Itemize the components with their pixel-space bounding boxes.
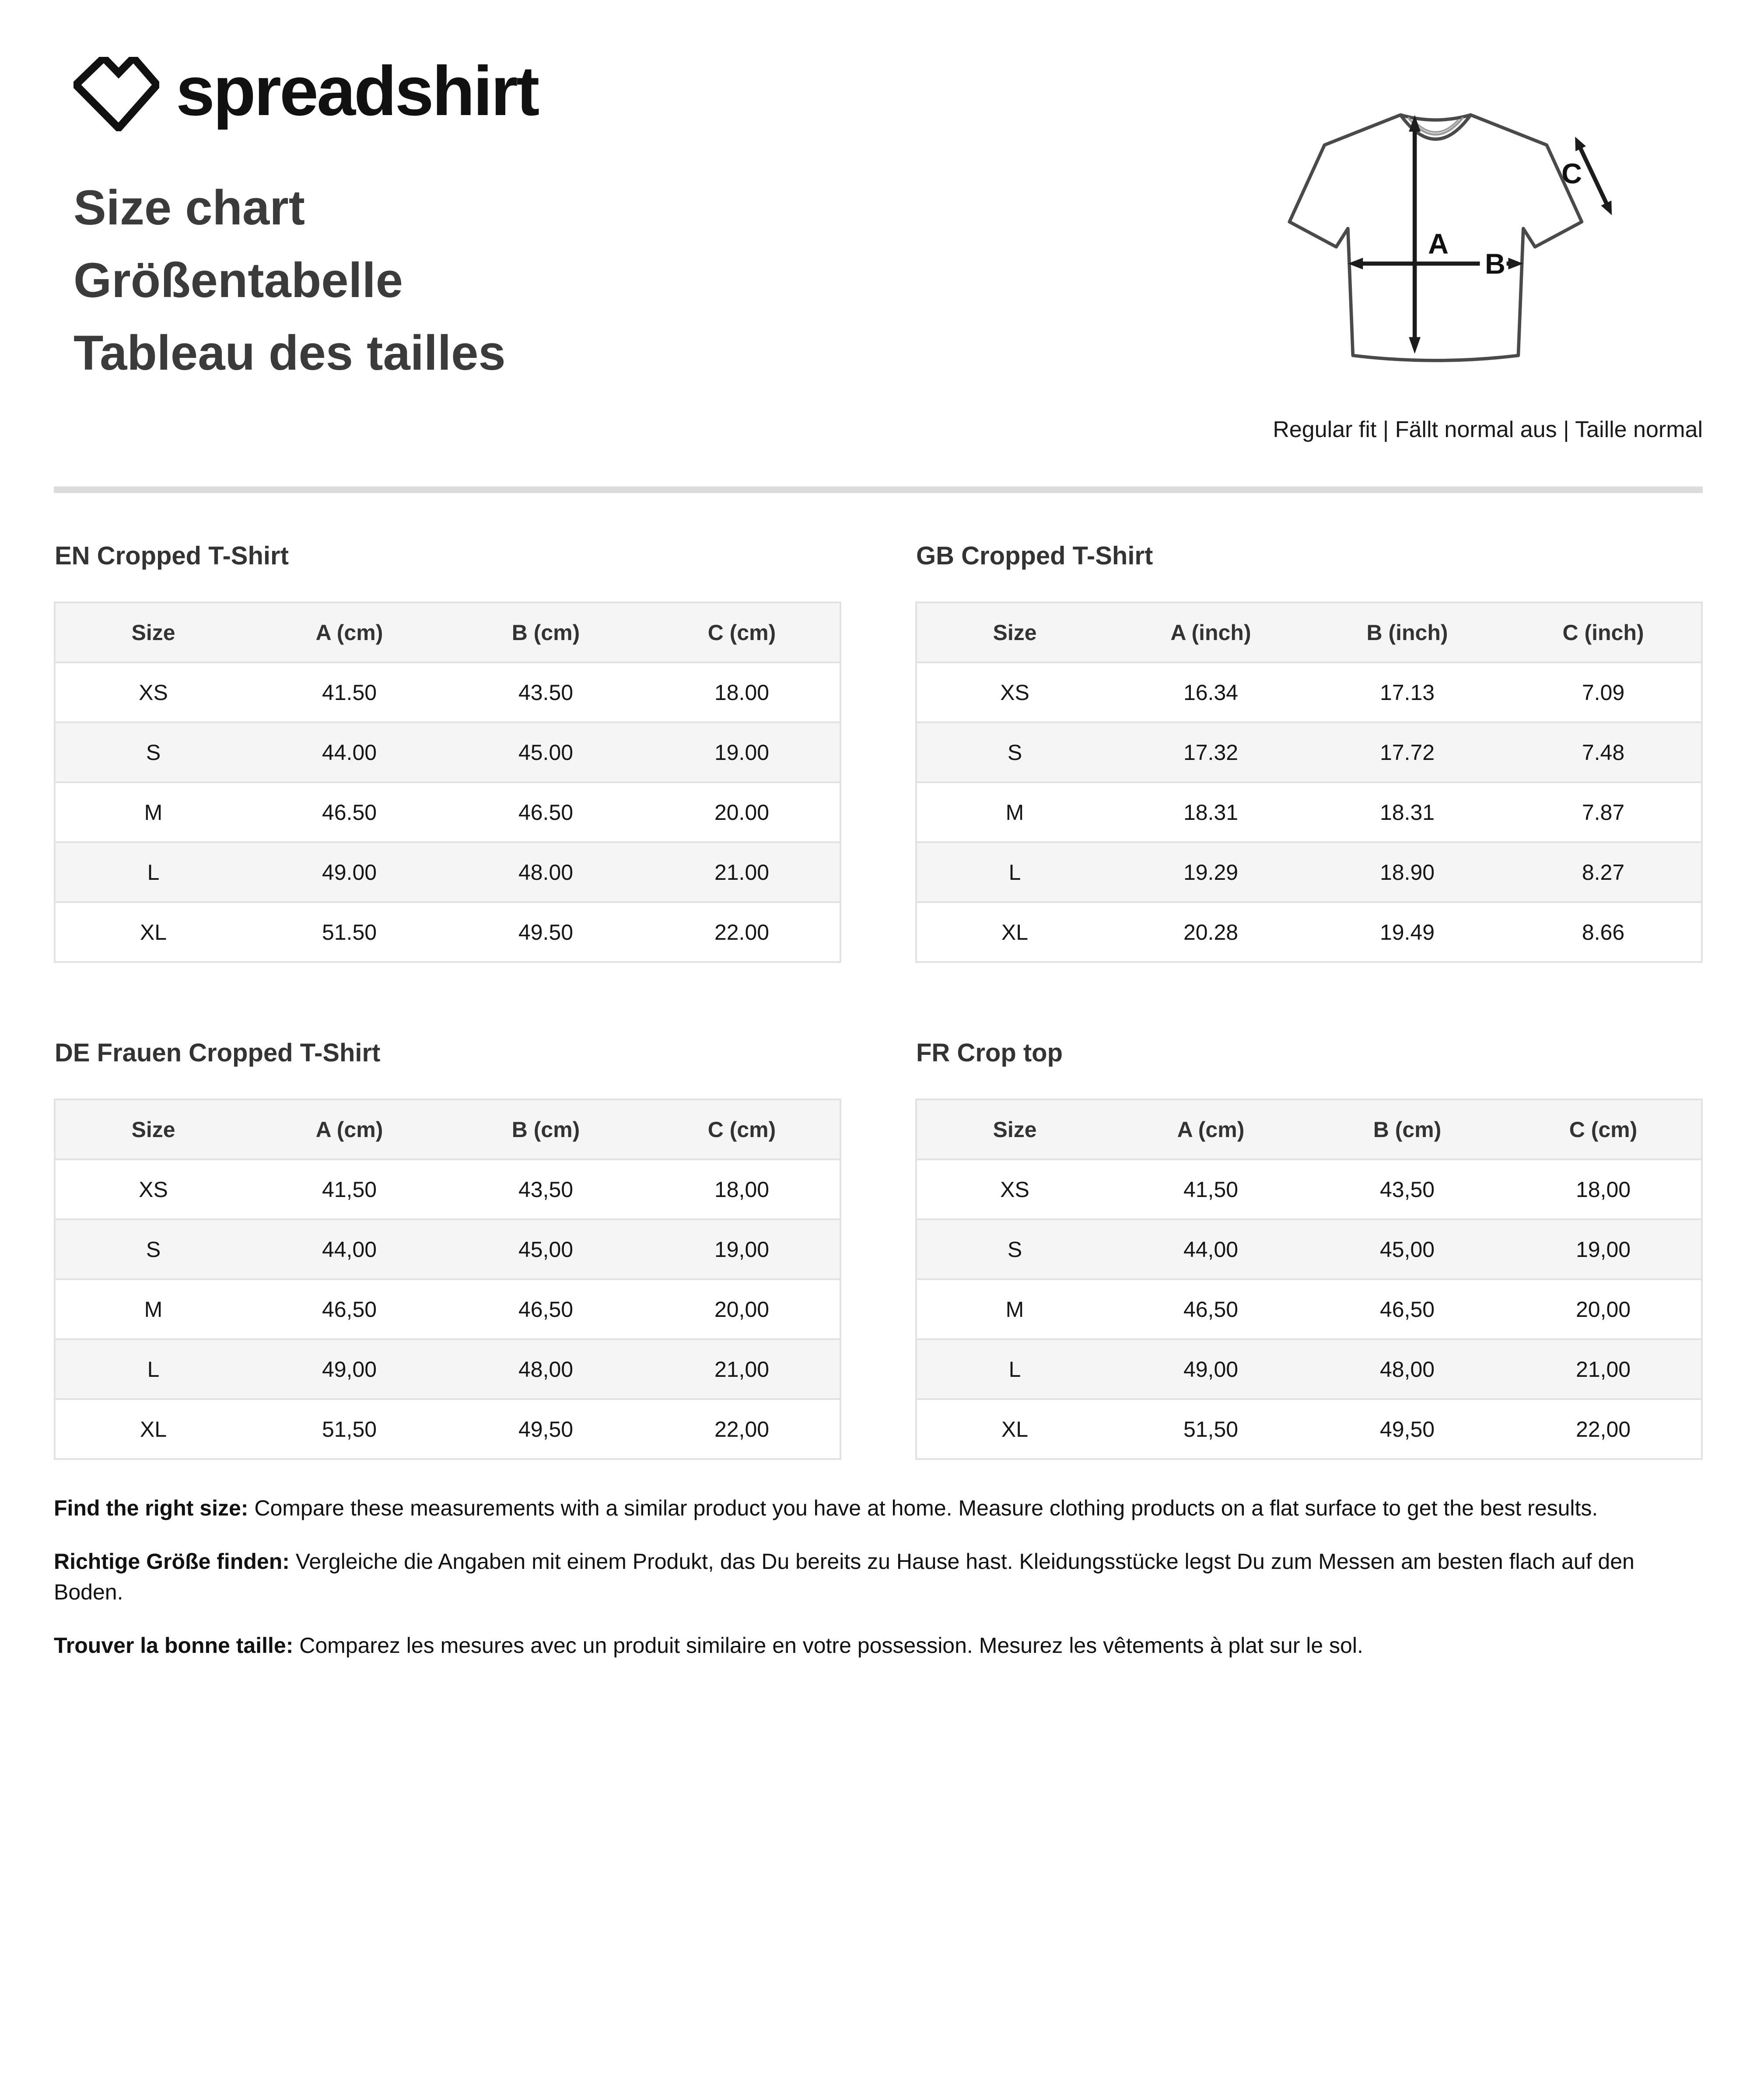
table-row (55, 782, 840, 842)
table-cell: 17.13 (1309, 662, 1505, 722)
label-a: A (1428, 228, 1449, 260)
table-cell: 18.90 (1309, 842, 1505, 902)
table-row (55, 662, 840, 722)
table-cell: 18.00 (644, 662, 840, 722)
table-row (916, 1339, 1702, 1399)
table-row (55, 1279, 840, 1339)
label-b: B (1485, 248, 1505, 280)
table-cell: 46,50 (448, 1279, 644, 1339)
table-row (55, 1159, 840, 1219)
table-cell: S (916, 722, 1113, 782)
fit-note: Regular fit | Fällt normal aus | Taille normal (1273, 417, 1703, 442)
size-table-gb (915, 602, 1703, 963)
brand-logo (74, 52, 538, 132)
tshirt-measurement-diagram (1264, 88, 1632, 394)
table-cell: 43.50 (448, 662, 644, 722)
table-cell: 18,00 (644, 1159, 840, 1219)
column-header: A (cm) (251, 602, 448, 662)
note-de (54, 1546, 1703, 1607)
table-cell: XS (916, 1159, 1113, 1219)
heart-icon (74, 57, 159, 131)
note-de-text: Vergleiche die Angaben mit einem Produkt, das Du bereits zu Hause hast. Kleidungsstücke legst Du zum Messen am besten flach auf den Boden. (54, 1549, 1634, 1604)
table-cell: 7.87 (1505, 782, 1702, 842)
page-title-de: Größentabelle (74, 253, 403, 308)
table-row (55, 722, 840, 782)
table-cell: XS (916, 662, 1113, 722)
page-titles (74, 172, 506, 389)
table-cell: S (916, 1219, 1113, 1279)
header-row (55, 602, 840, 662)
column-header: C (cm) (644, 602, 840, 662)
table-cell: 46,50 (251, 1279, 448, 1339)
table-row (916, 1159, 1702, 1219)
column-header: B (inch) (1309, 602, 1505, 662)
arrow-c (1579, 146, 1608, 206)
note-fr-lead: Trouver la bonne taille: (54, 1633, 294, 1658)
table-row (55, 1339, 840, 1399)
divider (54, 486, 1703, 493)
table-cell: 48,00 (1309, 1339, 1505, 1399)
note-en-text: Compare these measurements with a similar product you have at home. Measure clothing products on a flat surface to get the best results. (248, 1496, 1598, 1520)
table-cell: 48.00 (448, 842, 644, 902)
table-cell: 8.27 (1505, 842, 1702, 902)
table-cell: 8.66 (1505, 902, 1702, 962)
header-row (916, 602, 1702, 662)
table-cell: 51.50 (251, 902, 448, 962)
table-row (916, 662, 1702, 722)
table-cell: 19.29 (1113, 842, 1309, 902)
column-header: Size (916, 1099, 1113, 1159)
page-title-fr: Tableau des tailles (74, 326, 506, 380)
table-cell: 18.31 (1309, 782, 1505, 842)
table-cell: XL (916, 1399, 1113, 1459)
table-row (55, 1399, 840, 1459)
table-cell: M (916, 1279, 1113, 1339)
table-cell: 21,00 (1505, 1339, 1702, 1399)
table-cell: M (55, 1279, 251, 1339)
table-cell: 46,50 (1309, 1279, 1505, 1339)
table-cell: 20.00 (644, 782, 840, 842)
column-header: C (cm) (1505, 1099, 1702, 1159)
column-header: Size (916, 602, 1113, 662)
table-cell: 22,00 (644, 1399, 840, 1459)
label-c: C (1561, 158, 1582, 190)
table-cell: 18,00 (1505, 1159, 1702, 1219)
measuring-notes (54, 1493, 1703, 1684)
table-row (55, 1219, 840, 1279)
table-cell: 7.09 (1505, 662, 1702, 722)
table-cell: L (916, 1339, 1113, 1399)
table-row (55, 842, 840, 902)
note-fr-text: Comparez les mesures avec un produit similaire en votre possession. Mesurez les vêtements à plat sur le sol. (293, 1633, 1363, 1658)
table-row (916, 1399, 1702, 1459)
table-cell: 51,50 (251, 1399, 448, 1459)
table-cell: 19.49 (1309, 902, 1505, 962)
table-cell: XS (55, 1159, 251, 1219)
table-cell: 41,50 (1113, 1159, 1309, 1219)
table-cell: 45,00 (448, 1219, 644, 1279)
table-cell: 21.00 (644, 842, 840, 902)
table-row (916, 842, 1702, 902)
section-title: EN Cropped T-Shirt (55, 542, 289, 570)
note-en (54, 1493, 1703, 1523)
table-cell: 49,00 (1113, 1339, 1309, 1399)
size-table-en (54, 602, 841, 963)
table-cell: S (55, 722, 251, 782)
table-cell: XS (55, 662, 251, 722)
column-header: B (cm) (448, 602, 644, 662)
table-cell: 46.50 (448, 782, 644, 842)
table-cell: 51,50 (1113, 1399, 1309, 1459)
table-row (916, 1219, 1702, 1279)
column-header: B (cm) (448, 1099, 644, 1159)
table-cell: 45.00 (448, 722, 644, 782)
size-tables-grid (54, 540, 1703, 1460)
table-cell: 48,00 (448, 1339, 644, 1399)
column-header: B (cm) (1309, 1099, 1505, 1159)
table-cell: 19,00 (1505, 1219, 1702, 1279)
section-en (54, 540, 841, 963)
size-table-de (54, 1099, 841, 1460)
table-row (55, 902, 840, 962)
table-cell: 20,00 (644, 1279, 840, 1339)
table-cell: L (55, 1339, 251, 1399)
table-cell: 44,00 (251, 1219, 448, 1279)
table-cell: 43,50 (448, 1159, 644, 1219)
table-cell: 44,00 (1113, 1219, 1309, 1279)
section-de (54, 1037, 841, 1460)
column-header: Size (55, 602, 251, 662)
column-header: Size (55, 1099, 251, 1159)
table-cell: 46.50 (251, 782, 448, 842)
column-header: A (cm) (251, 1099, 448, 1159)
table-cell: 49,50 (1309, 1399, 1505, 1459)
section-title: FR Crop top (916, 1039, 1063, 1067)
column-header: A (inch) (1113, 602, 1309, 662)
table-cell: 18.31 (1113, 782, 1309, 842)
table-cell: M (55, 782, 251, 842)
table-cell: 7.48 (1505, 722, 1702, 782)
table-cell: 49,00 (251, 1339, 448, 1399)
table-cell: 43,50 (1309, 1159, 1505, 1219)
table-cell: XL (55, 902, 251, 962)
table-cell: 41.50 (251, 662, 448, 722)
column-header: C (cm) (644, 1099, 840, 1159)
table-cell: 19,00 (644, 1219, 840, 1279)
table-cell: 17.32 (1113, 722, 1309, 782)
section-title: GB Cropped T-Shirt (916, 542, 1153, 570)
table-cell: S (55, 1219, 251, 1279)
table-cell: 22,00 (1505, 1399, 1702, 1459)
note-fr (54, 1630, 1703, 1661)
column-header: A (cm) (1113, 1099, 1309, 1159)
table-cell: 46,50 (1113, 1279, 1309, 1339)
table-cell: XL (916, 902, 1113, 962)
table-cell: 16.34 (1113, 662, 1309, 722)
table-row (916, 722, 1702, 782)
table-cell: 49.50 (448, 902, 644, 962)
section-fr (915, 1037, 1703, 1460)
table-cell: XL (55, 1399, 251, 1459)
section-gb (915, 540, 1703, 963)
table-cell: L (55, 842, 251, 902)
size-table-fr (915, 1099, 1703, 1460)
table-cell: 17.72 (1309, 722, 1505, 782)
section-title: DE Frauen Cropped T-Shirt (55, 1039, 381, 1067)
page-title-en: Size chart (74, 180, 305, 235)
table-cell: 44.00 (251, 722, 448, 782)
brand-name: spreadshirt (176, 52, 538, 130)
table-cell: 21,00 (644, 1339, 840, 1399)
table-cell: 19.00 (644, 722, 840, 782)
note-en-lead: Find the right size: (54, 1496, 248, 1520)
table-cell: 41,50 (251, 1159, 448, 1219)
table-row (916, 782, 1702, 842)
table-cell: 22.00 (644, 902, 840, 962)
table-cell: 49,50 (448, 1399, 644, 1459)
header-row (916, 1099, 1702, 1159)
column-header: C (inch) (1505, 602, 1702, 662)
table-cell: 45,00 (1309, 1219, 1505, 1279)
table-cell: 49.00 (251, 842, 448, 902)
table-cell: 20.28 (1113, 902, 1309, 962)
header-row (55, 1099, 840, 1159)
table-row (916, 1279, 1702, 1339)
table-cell: L (916, 842, 1113, 902)
table-cell: 20,00 (1505, 1279, 1702, 1339)
table-row (916, 902, 1702, 962)
note-de-lead: Richtige Größe finden: (54, 1549, 290, 1574)
table-cell: M (916, 782, 1113, 842)
